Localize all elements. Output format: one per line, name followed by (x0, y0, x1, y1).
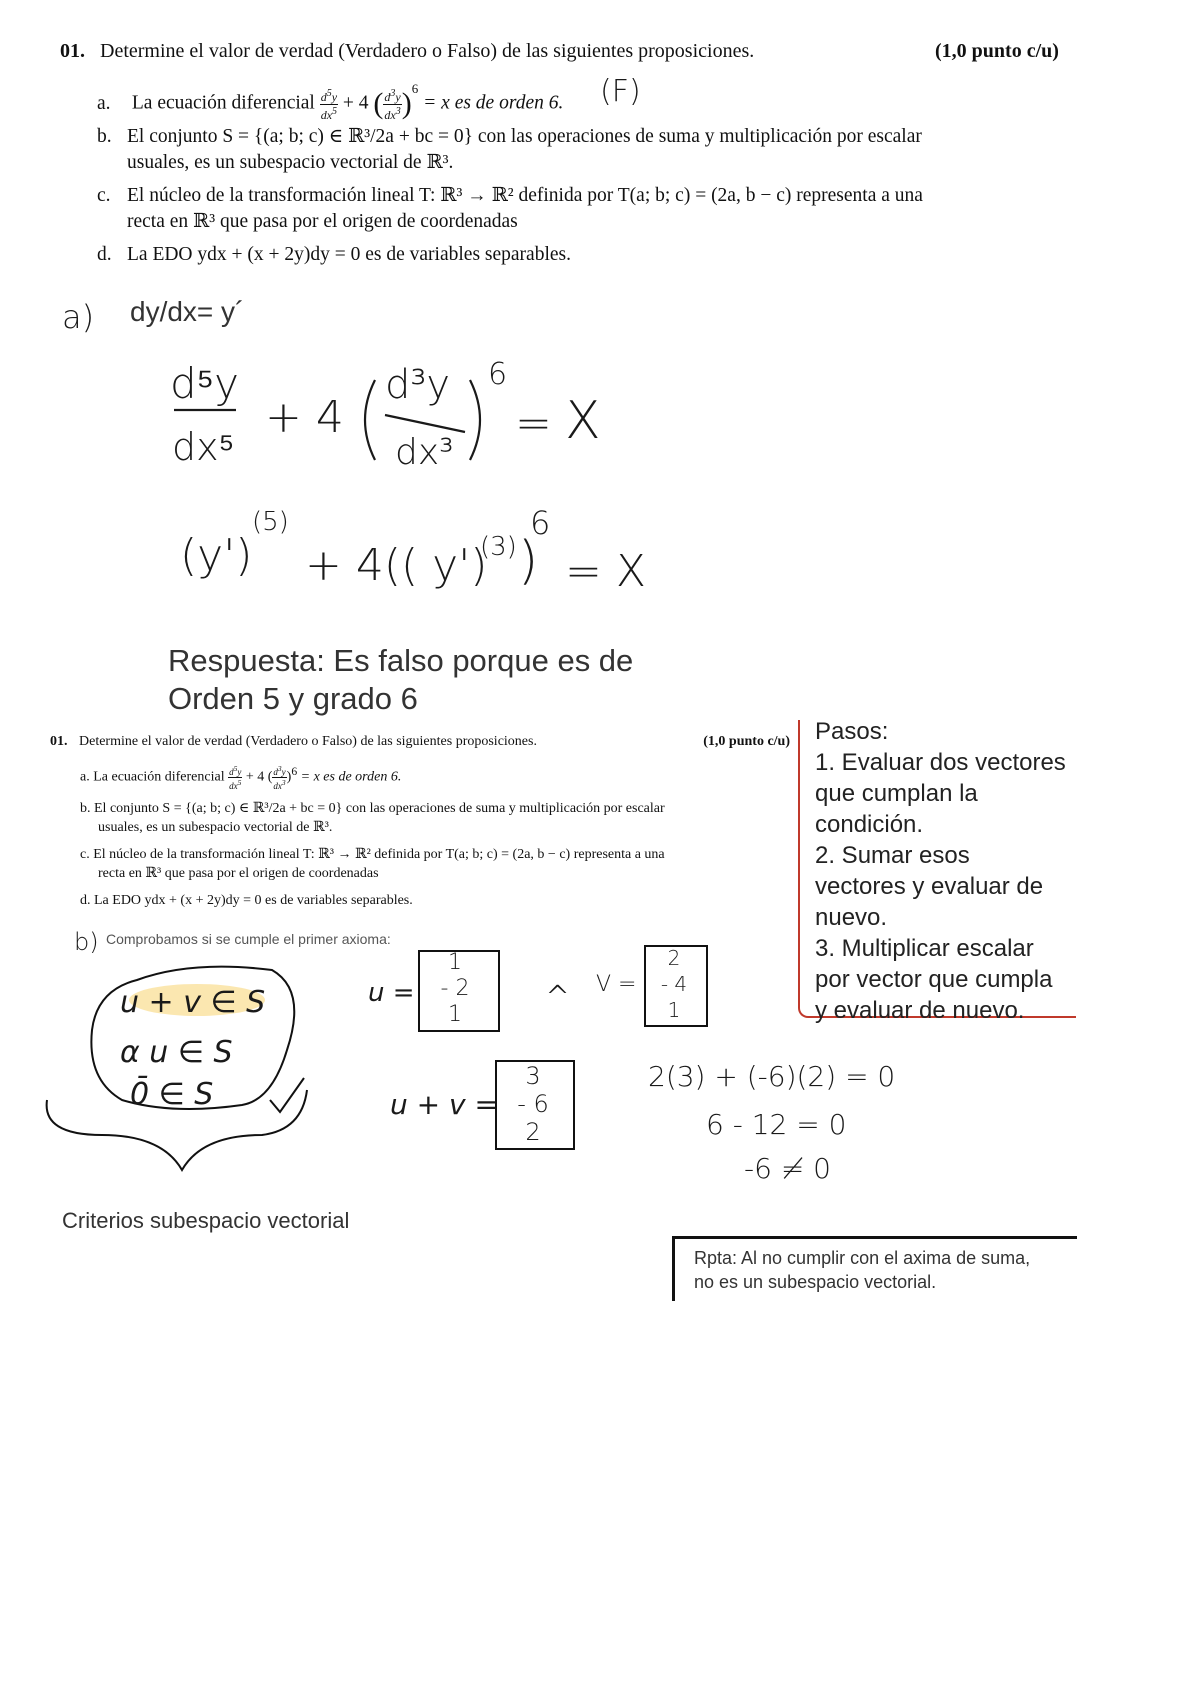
small-item-a: a. La ecuación diferencial $\frac{d^5y}{dx^5}$ + 4 ( $\frac{d^3y}{dx^3}$ )$^6$ = x es de orden 6. (80, 763, 402, 791)
svg-text:X: X (565, 391, 601, 451)
vector-u-label: u = (368, 978, 415, 1008)
item-c (97, 183, 997, 235)
question-number: 01. (60, 40, 85, 62)
pasted-question-block (50, 732, 790, 910)
svg-text:dx⁵: dx⁵ (172, 425, 235, 469)
item-label: c. (80, 846, 90, 862)
criterion-scalar: α u ∈ S (120, 1035, 233, 1070)
steps-line: y evaluar de nuevo. (815, 997, 1025, 1024)
item-b-line2: usuales, es un subespacio vectorial de ℝ³. (98, 819, 333, 835)
calc-line-1: 2(3) + (-6)(2) = 0 (648, 1060, 896, 1093)
steps-line: condición. (815, 811, 924, 838)
vector-u (430, 950, 480, 1028)
question-text: Determine el valor de verdad (Verdadero o Falso) de las siguientes proposiciones. (100, 40, 755, 62)
answer-a-line1: Respuesta: Es falso porque es de (168, 643, 634, 678)
item-a-post: = x es de orden 6. (300, 769, 402, 785)
answer-a (168, 642, 768, 718)
vector-v (648, 945, 700, 1023)
steps-line: vectores y evaluar de (815, 873, 1044, 900)
item-a-post: = x es de orden 6. (423, 92, 564, 114)
item-b-line1: El conjunto S = {(a; b; c) ∈ ℝ³/2a + bc = 0} con las operaciones de suma y multiplicación por escalar (127, 126, 922, 147)
steps-text (815, 716, 1075, 1026)
svg-text:=: = (515, 398, 552, 449)
handwritten-equation-1 (170, 360, 640, 473)
vector-entry: 3 (525, 1062, 541, 1090)
item-a-pre: La ecuación diferencial (131, 92, 315, 114)
small-item-b (50, 799, 790, 837)
part-b-label: b) (74, 928, 99, 956)
answer-b (694, 1246, 1074, 1294)
item-b-line1: El conjunto S = {(a; b; c) ∈ ℝ³/2a + bc = 0} con las operaciones de suma y multiplicación por escalar (94, 800, 665, 816)
item-label: c. (97, 185, 111, 206)
steps-title: Pasos: (815, 718, 889, 745)
item-label: d. (97, 244, 112, 265)
svg-text:d⁵y: d⁵y (170, 360, 239, 408)
item-a-pre: La ecuación diferencial (93, 769, 225, 785)
vector-entry: - 6 (517, 1090, 549, 1118)
vector-entry: - 4 (660, 972, 688, 996)
steps-line: que cumplan la (815, 780, 978, 807)
handwritten-equation-2 (180, 510, 660, 610)
vector-entry: - 2 (440, 976, 470, 1001)
vector-u-bracket-right (478, 950, 500, 1032)
question-text: Determine el valor de verdad (Verdadero o Falso) de las siguientes proposiciones. (79, 734, 537, 749)
criterion-zero: 0̄ ∈ S (130, 1077, 214, 1112)
steps-line: 1. Evaluar dos vectores (815, 749, 1066, 776)
steps-line: 3. Multiplicar escalar (815, 935, 1034, 962)
question-number: 01. (50, 734, 68, 749)
svg-text:= X: = X (565, 546, 646, 597)
small-item-d (50, 891, 790, 910)
vector-entry: 2 (525, 1118, 541, 1146)
item-c-line1: El núcleo de la transformación lineal T: ℝ³ → ℝ² definida por T(a; b; c) = (2a, b − c) representa a una (127, 185, 923, 206)
svg-text:(y'): (y') (180, 530, 253, 581)
criterion-sum: u + v ∈ S (120, 985, 266, 1020)
svg-text:(5): (5) (252, 510, 289, 537)
vector-entry: 1 (667, 998, 681, 1022)
answer-b-line2: no es un subespacio vectorial. (694, 1272, 937, 1292)
part-b-intro: Comprobamos si se cumple el primer axioma: (106, 931, 391, 947)
sum-label: u + v = (390, 1088, 498, 1121)
fraction-d3y: $\frac{d^3y}{dx^3}$ (384, 87, 401, 122)
vector-sum (500, 1062, 566, 1146)
calc-line-2: 6 - 12 = 0 (706, 1108, 847, 1141)
part-a-label: a) (62, 298, 95, 336)
item-label: b. (80, 800, 91, 816)
svg-text:(3): (3) (480, 532, 517, 562)
equation-1-drawing (170, 360, 650, 480)
small-item-c (50, 845, 790, 883)
item-d-text: La EDO ydx + (x + 2y)dy = 0 es de variables separables. (94, 892, 413, 908)
criteria-caption: Criterios subespacio vectorial (62, 1208, 350, 1233)
svg-text:+ 4: + 4 (265, 392, 344, 443)
vector-v-label: V = (596, 972, 637, 997)
steps-line: por vector que cumpla (815, 966, 1053, 993)
item-label: b. (97, 126, 112, 147)
svg-text:+ 4(( y'): + 4(( y') (305, 540, 488, 591)
item-b (97, 124, 997, 176)
calc-line-3: -6 ≠ 0 (744, 1152, 831, 1185)
item-label: d. (80, 892, 91, 908)
answer-b-line1: Rpta: Al no cumplir con el axima de suma, (694, 1248, 1031, 1268)
equation-2-drawing (180, 510, 660, 610)
vector-entry: 2 (667, 946, 681, 970)
vector-entry: 1 (448, 1002, 462, 1027)
item-c-line2: recta en ℝ³ que pasa por el origen de coordenadas (98, 865, 379, 881)
answer-a-line2: Orden 5 y grado 6 (168, 681, 418, 716)
svg-text:): ) (518, 531, 539, 591)
fraction-d5y: $\frac{d^5y}{dx^5}$ (320, 87, 338, 122)
points-label: (1,0 punto c/u) (935, 40, 1059, 62)
item-label: a. (97, 92, 111, 114)
and-symbol: ^ (545, 980, 571, 1015)
svg-text:d³y: d³y (385, 362, 451, 408)
false-mark: (F) (600, 74, 641, 109)
item-b-line2: usuales, es un subespacio vectorial de ℝ³. (127, 152, 454, 173)
item-d (97, 242, 997, 268)
vector-entry: 1 (448, 950, 462, 975)
svg-text:6: 6 (530, 510, 551, 542)
item-c-line1: El núcleo de la transformación lineal T: ℝ³ → ℝ² definida por T(a; b; c) = (2a, b − c) representa a una (93, 846, 665, 862)
item-a: a. La ecuación diferencial $\frac{d^5y}{dx^5}$ + 4 ( $\frac{d^3y}{dx^3}$ )$^6$ = x es de orden 6. (97, 81, 564, 122)
item-d-text: La EDO ydx + (x + 2y)dy = 0 es de variables separables. (127, 244, 571, 265)
steps-line: nuevo. (815, 904, 888, 931)
svg-text:dx³: dx³ (395, 432, 454, 473)
steps-line: 2. Sumar esos (815, 842, 970, 869)
svg-text:6: 6 (488, 360, 508, 392)
item-label: a. (80, 769, 90, 785)
points-label: (1,0 punto c/u) (703, 734, 790, 749)
item-c-line2: recta en ℝ³ que pasa por el origen de coordenadas (127, 211, 518, 232)
derivative-note: dy/dx= y´ (130, 296, 245, 327)
